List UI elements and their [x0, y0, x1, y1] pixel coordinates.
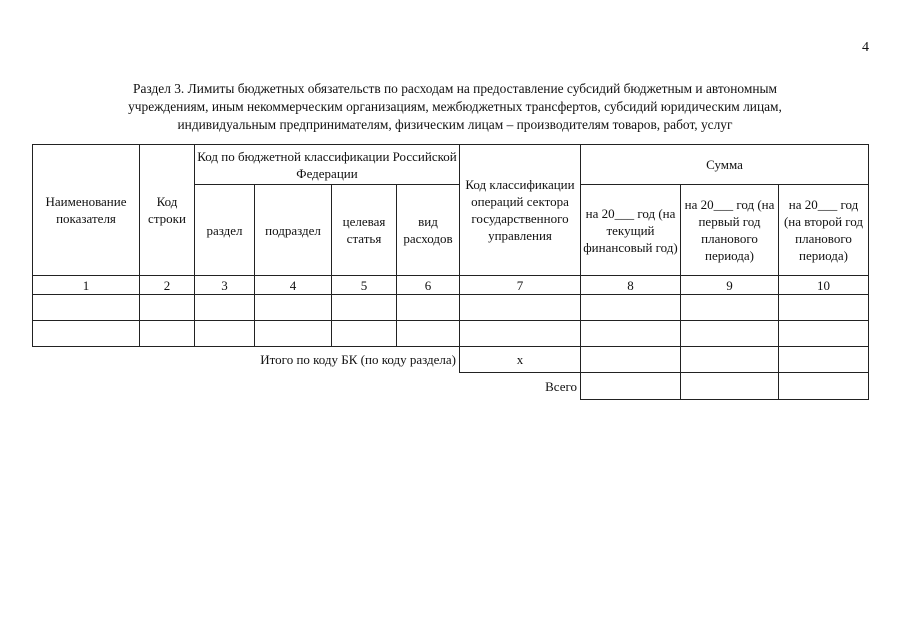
table-cell[interactable] [33, 321, 140, 347]
table-cell[interactable] [195, 295, 255, 321]
header-subsection: подраздел [255, 185, 332, 276]
column-number: 3 [195, 276, 255, 295]
table-cell[interactable] [681, 321, 779, 347]
header-code-row: Код строки [140, 145, 195, 276]
limits-table [32, 144, 869, 400]
section-title-line-2: учреждениям, иным некоммерческим организациям, межбюджетных трансфертов, субсидий юридическим лицам, [128, 99, 782, 114]
column-number: 4 [255, 276, 332, 295]
table-cell[interactable] [397, 321, 460, 347]
grand-total-row [33, 373, 869, 400]
column-number: 9 [681, 276, 779, 295]
column-number: 7 [460, 276, 581, 295]
table-cell[interactable] [255, 295, 332, 321]
table-cell[interactable] [460, 321, 581, 347]
total-by-code-row [33, 347, 869, 373]
column-number: 10 [779, 276, 869, 295]
header-operations-code: Код классификации операций сектора государственного управления [460, 145, 581, 276]
section-title-line-3: индивидуальным предпринимателям, физическим лицам – производителям товаров, работ, услуг [177, 117, 733, 132]
total-by-code-cell[interactable] [779, 347, 869, 373]
header-year-first: на 20___ год (на первый год планового периода) [681, 185, 779, 276]
column-number: 6 [397, 276, 460, 295]
header-name: Наименование показателя [33, 145, 140, 276]
table-cell[interactable] [140, 321, 195, 347]
total-by-code-mark: x [460, 347, 581, 373]
header-budget-classification: Код по бюджетной классификации Российской Федерации [195, 145, 460, 185]
table-cell[interactable] [581, 321, 681, 347]
header-year-current: на 20___ год (на текущий финансовый год) [581, 185, 681, 276]
total-by-code-cell[interactable] [581, 347, 681, 373]
grand-total-cell[interactable] [779, 373, 869, 400]
table-row [33, 321, 869, 347]
table-cell[interactable] [581, 295, 681, 321]
table-cell[interactable] [681, 295, 779, 321]
section-title-line-1: Раздел 3. Лимиты бюджетных обязательств по расходам на предоставление субсидий бюджетным и автономным [133, 81, 777, 96]
header-expense-type: вид расходов [397, 185, 460, 276]
total-by-code-cell[interactable] [681, 347, 779, 373]
header-target-article: целевая статья [332, 185, 397, 276]
grand-total-label: Всего [33, 373, 581, 400]
table-cell[interactable] [332, 321, 397, 347]
header-section: раздел [195, 185, 255, 276]
table-row [33, 295, 869, 321]
table-cell[interactable] [195, 321, 255, 347]
total-by-code-label: Итого по коду БК (по коду раздела) [33, 347, 460, 373]
grand-total-cell[interactable] [681, 373, 779, 400]
table-cell[interactable] [779, 295, 869, 321]
table-cell[interactable] [460, 295, 581, 321]
table-cell[interactable] [397, 295, 460, 321]
column-numbers-row [33, 276, 869, 295]
section-title [55, 80, 855, 134]
table-cell[interactable] [140, 295, 195, 321]
header-sum: Сумма [581, 145, 869, 185]
page-number: 4 [862, 40, 869, 55]
table-cell[interactable] [33, 295, 140, 321]
column-number: 5 [332, 276, 397, 295]
column-number: 1 [33, 276, 140, 295]
column-number: 8 [581, 276, 681, 295]
table-cell[interactable] [779, 321, 869, 347]
table-cell[interactable] [332, 295, 397, 321]
column-number: 2 [140, 276, 195, 295]
table-cell[interactable] [255, 321, 332, 347]
header-year-second: на 20___ год (на второй год планового периода) [779, 185, 869, 276]
grand-total-cell[interactable] [581, 373, 681, 400]
